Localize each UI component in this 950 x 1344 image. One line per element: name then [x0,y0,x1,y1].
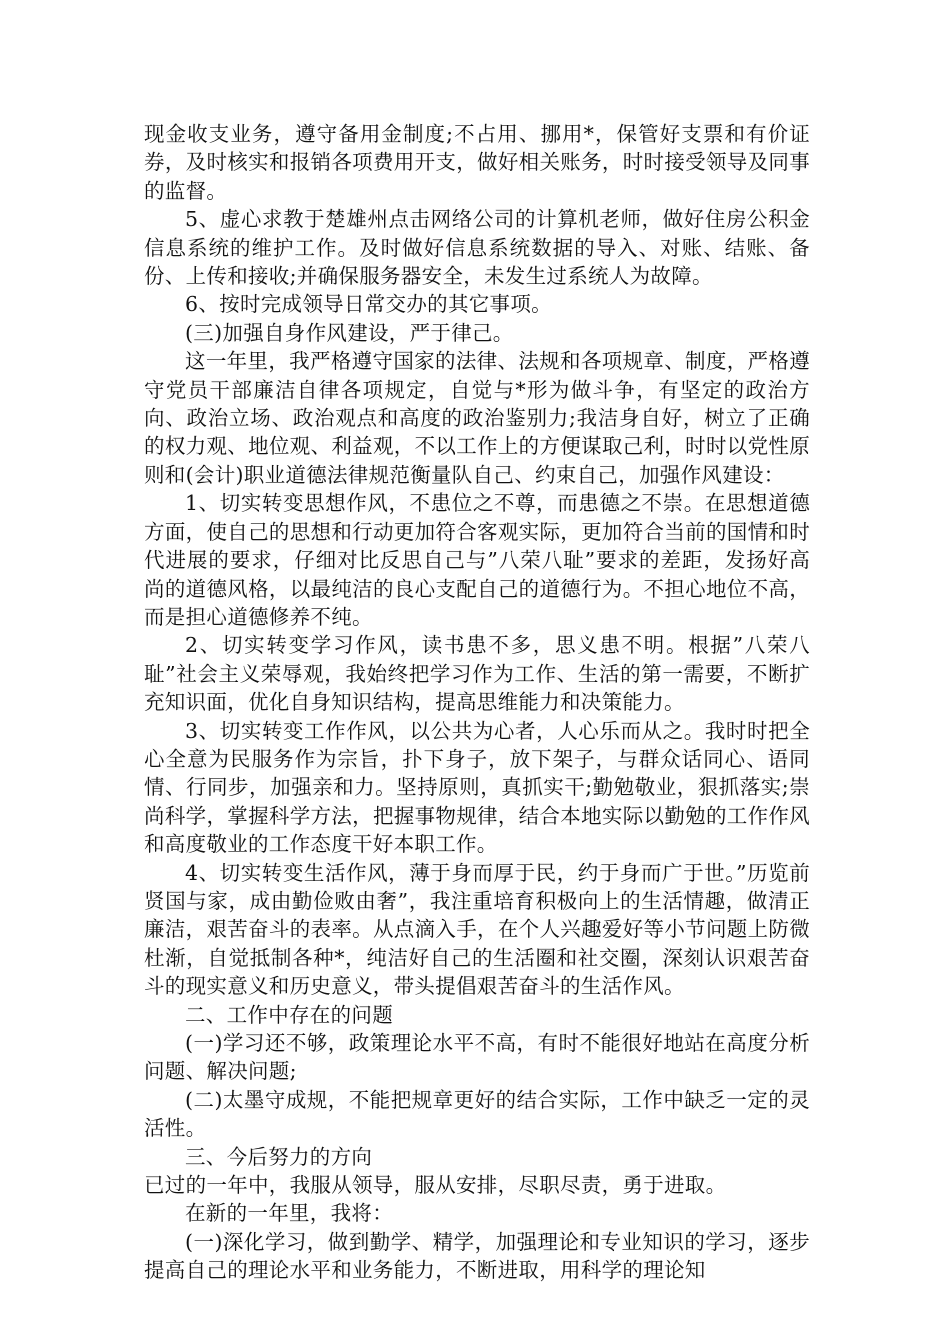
paragraph-problem-2: (二)太墨守成规，不能把规章更好的结合实际，工作中缺乏一定的灵活性。 [144,1087,810,1141]
section-heading-direction: 三、今后努力的方向 [185,1144,373,1169]
paragraph-thought-style: 1、切实转变思想作风，不患位之不尊，而患德之不崇。在思想道德方面，使自己的思想和行动更加符合客观实际，更加符合当前的国情和时代进展的要求，仔细对比反思自己与”八荣八耻”要求的差距，发扬好高尚的道德风格，以最纯洁的良心支配自己的道德行为。不担心地位不高，而是担心道德修养不纯。 [144,491,810,629]
paragraph-life-style: 4、切实转变生活作风，薄于身而厚于民，约于身而广于世。”历览前贤国与家，成由勤俭败由奢”，我注重培育积极向上的生活情趣，做清正廉洁，艰苦奋斗的表率。从点滴入手，在个人兴趣爱好等小节问题上防微杜渐，自觉抵制各种*，纯洁好自己的生活圈和社交圈，深刻认识艰苦奋斗的现实意义和历史意义，带头提倡艰苦奋斗的生活作风。 [144,860,810,999]
document-page [144,120,810,1285]
paragraph-past-year: 已过的一年中，我服从领导，服从安排，尽职尽责，勇于进取。 [144,1173,727,1198]
paragraph-study-style: 2、切实转变学习作风，读书患不多，思义患不明。根据”八荣八耻”社会主义荣辱观，我始终把学习作为工作、生活的第一需要，不断扩充知识面，优化自身知识结构，提高思维能力和决策能力。 [144,633,810,715]
paragraph-new-year: 在新的一年里，我将： [185,1201,393,1226]
paragraph-cash-duties: 现金收支业务，遵守备用金制度;不占用、挪用*，保管好支票和有价证券，及时核实和报销各项费用开支，做好相关账务，时时接受领导及同事的监督。 [144,122,810,203]
paragraph-discipline: 这一年里，我严格遵守国家的法律、法规和各项规章、制度，严格遵守党员干部廉洁自律各项规定，自觉与*形为做斗争，有坚定的政治方向、政治立场、政治观点和高度的政治鉴别力;我洁身自好，树立了正确的权力观、地位观、利益观，不以工作上的方便谋取己利，时时以党性原则和(会计)职业道德法律规范衡量队自己、约束自己，加强作风建设： [144,349,810,487]
section-heading-3: (三)加强自身作风建设，严于律己。 [185,320,514,345]
paragraph-item-6: 6、按时完成领导日常交办的其它事项。 [185,292,552,317]
paragraph-item-5: 5、虚心求教于楚雄州点击网络公司的计算机老师，做好住房公积金信息系统的维护工作。及时做好信息系统数据的导入、对账、结账、备份、上传和接收;并确保服务器安全，未发生过系统人为故障。 [144,207,810,289]
paragraph-plan-1: (一)深化学习，做到勤学、精学，加强理论和专业知识的学习，逐步提高自己的理论水平和业务能力，不断进取，用科学的理论知 [144,1229,810,1283]
paragraph-work-style: 3、切实转变工作作风，以公共为心者，人心乐而从之。我时时把全心全意为民服务作为宗旨，扑下身子，放下架子，与群众话同心、语同情、行同步，加强亲和力。坚持原则，真抓实干;勤勉敬业，狠抓落实;崇尚科学，掌握科学方法，把握事物规律，结合本地实际以勤勉的工作作风和高度敬业的工作态度干好本职工作。 [144,718,810,857]
section-heading-problems: 二、工作中存在的问题 [185,1002,393,1027]
paragraph-problem-1: (一)学习还不够，政策理论水平不高，有时不能很好地站在高度分析问题、解决问题; [144,1031,810,1084]
